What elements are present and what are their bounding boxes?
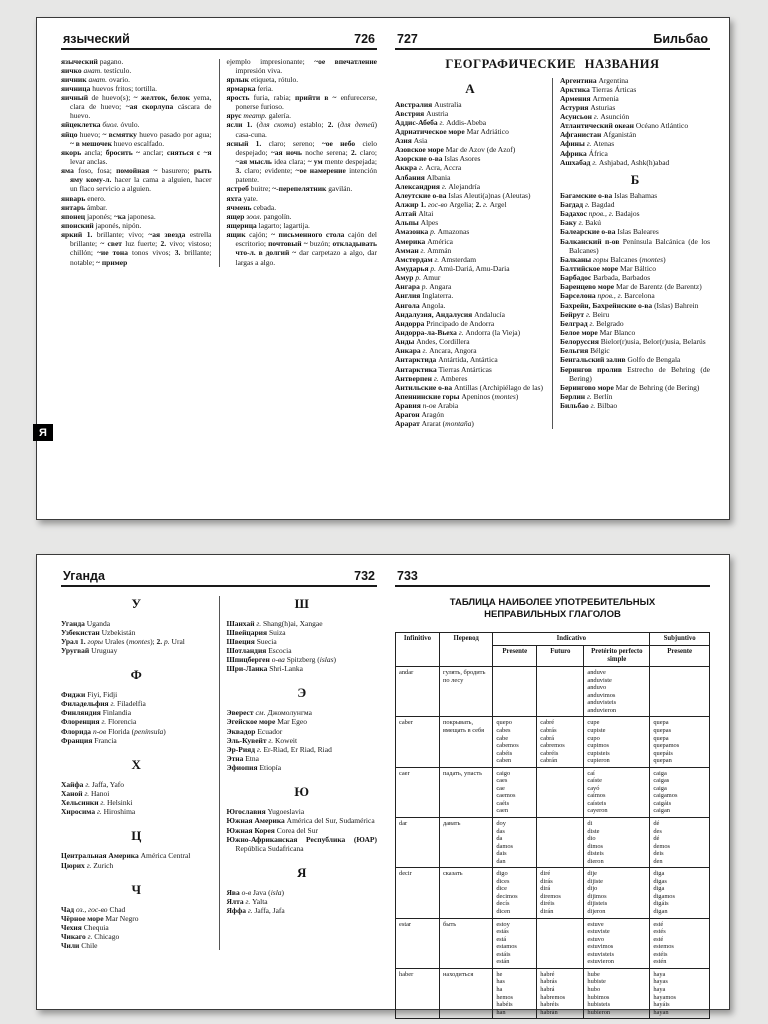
running-headword: Бильбао <box>653 32 708 46</box>
dictionary-entry: Африка África <box>560 148 608 158</box>
forms-presente: quepo cabes cabe cabemos cabéis caben <box>493 717 537 767</box>
forms-presente: estoy estás está estamos estáis están <box>493 918 537 968</box>
dictionary-entry: Барбадос Barbada, Barbados <box>560 273 651 283</box>
dictionary-entry: ящер зоол. pangolín. <box>226 211 292 221</box>
geographic-names-title: ГЕОГРАФИЧЕСКИЕ НАЗВАНИЯ <box>445 56 660 71</box>
dictionary-entry: Бельгия Bélgic <box>560 346 610 356</box>
col-header-subj-presente: Presente <box>650 646 710 667</box>
dictionary-entry: Чили Chile <box>61 941 98 951</box>
forms-subjuntivo-presente: diga digas diga digamos digáis digan <box>650 868 710 918</box>
dictionary-entry: Атлантический океан Océano Atlántico <box>560 121 689 131</box>
verb-infinitive: caber <box>396 717 440 767</box>
dictionary-entry: Эгейское море Mar Egeo <box>226 717 307 727</box>
verb-translation: находиться <box>439 968 492 1018</box>
dictionary-entry: ястреб buitre; ~-перепелятник gavilán. <box>226 184 353 194</box>
dictionary-entry: Белое море Mar Blanco <box>560 328 636 338</box>
dictionary-entry: Багдад г. Bagdad <box>560 200 615 210</box>
dictionary-entry: Антарктида Antártida, Antártica <box>395 355 498 365</box>
dictionary-entry: Антильские о-ва Antillas (Archipiélago de las) <box>395 382 543 392</box>
dictionary-entry: Арарат Ararat (montaña) <box>395 419 474 429</box>
section-letter: Ч <box>131 881 142 897</box>
text-column <box>395 76 545 429</box>
section-letter: Б <box>630 171 640 187</box>
dictionary-entry: Андорра Principado de Andorra <box>395 318 495 328</box>
dictionary-entry: Афганистан Afganistán <box>560 130 637 140</box>
dictionary-entry: ясли 1. (для скота) establo; 2. (для детей) casa-cuna. <box>226 120 377 139</box>
dictionary-entry: Адриатическое море Mar Adriático <box>395 126 509 136</box>
verb-translation: сказать <box>439 868 492 918</box>
forms-preterito-perfecto: anduve anduviste anduvo anduvimos anduvisteis anduvieron <box>584 667 650 717</box>
forms-subjuntivo-presente: quepa quepas quepa quepamos quepáis quepan <box>650 717 710 767</box>
section-letter: А <box>465 80 475 96</box>
forms-futuro: cabré cabrás cabrá cabremos cabréis cabrán <box>537 717 584 767</box>
dictionary-entry: ярус театр. galería. <box>226 111 291 121</box>
verb-row <box>396 717 710 767</box>
column-divider <box>219 596 220 951</box>
page-733-header <box>395 569 710 585</box>
header-rule <box>61 48 377 50</box>
dictionary-entry: Асунсьон г. Asunción <box>560 112 630 122</box>
dictionary-entry: яйцо huevo; ~ всмятку huevo pasado por agua; ~ в мешочек huevo escalfado. <box>61 129 212 148</box>
forms-subjuntivo-presente <box>650 667 710 717</box>
dictionary-entry: Бильбао г. Bilbao <box>560 401 618 411</box>
dictionary-entry: Аккра г. Acra, Accra <box>395 163 462 173</box>
dictionary-entry: яхта yate. <box>226 193 258 203</box>
dictionary-entry: Багамские о-ва Islas Bahamas <box>560 190 658 200</box>
dictionary-entry: Берлин г. Berlín <box>560 392 613 401</box>
col-header-indicativo: Indicativo <box>493 633 650 646</box>
dictionary-entry: Эр-Рияд г. Er-Riad, Er Riad, Riad <box>226 744 332 754</box>
forms-subjuntivo-presente: caiga caigas caiga caigamos caigáis caigan <box>650 767 710 817</box>
dictionary-entry: Америка América <box>395 236 454 246</box>
verb-translation: быть <box>439 918 492 968</box>
page-732 <box>61 569 377 997</box>
verb-infinitive: haber <box>396 968 440 1018</box>
dictionary-entry: Южно-Африканская Республика (ЮАР) República Sudafricana <box>226 834 377 853</box>
dictionary-entry: ярость furia, rabia; прийти в ~ enfurecerse, ponerse furioso. <box>226 93 378 112</box>
dictionary-entry: Фиджи Fiyi, Fidji <box>61 690 118 700</box>
dictionary-entry: Афины г. Atenas <box>560 139 615 149</box>
forms-subjuntivo-presente: haya hayas haya hayamos hayáis hayan <box>650 968 710 1018</box>
text-column <box>227 57 378 267</box>
dictionary-entry: Филадельфия г. Filadelfia <box>61 699 146 709</box>
dictionary-entry: Финляндия Finlandia <box>61 708 132 718</box>
dictionary-entry: Южная Америка América del Sur, Sudamérica <box>226 816 375 826</box>
dictionary-entry: Албания Albania <box>395 172 451 182</box>
verb-infinitive: dar <box>396 818 440 868</box>
section-letter: Ю <box>294 784 310 800</box>
forms-preterito-perfecto: caí caíste cayó caímos caísteis cayeron <box>584 767 650 817</box>
dictionary-entry: Амазонка р. Amazonas <box>395 227 470 237</box>
dictionary-entry: Азовское море Mar de Azov (de Azof) <box>395 145 516 155</box>
running-headword: языческий <box>63 32 130 46</box>
section-letter: Ш <box>294 595 309 611</box>
dictionary-entry: Андалузия, Андалусия Andalucía <box>395 309 505 319</box>
dictionary-entry: Апеннинские горы Apeninos (montes) <box>395 392 519 401</box>
dictionary-entry: Шанхай г. Shang(h)ai, Xangae <box>226 618 323 628</box>
page-number: 732 <box>354 569 375 583</box>
dictionary-entry: Ангола Angola. <box>395 300 446 310</box>
page-726-columns <box>61 57 377 267</box>
page-732-columns <box>61 594 377 951</box>
dictionary-entry: Эль-Кувейт г. Koweit <box>226 735 298 745</box>
column-divider <box>552 78 553 429</box>
dictionary-entry: Этна Etna <box>226 754 259 764</box>
dictionary-entry: ячмень cebada. <box>226 202 277 212</box>
dictionary-entry: Флоренция г. Florencia <box>61 717 137 727</box>
dictionary-entry: Балеарские о-ва Islas Baleares <box>560 227 659 237</box>
dictionary-entry: Баку г. Bakú <box>560 218 601 228</box>
dictionary-entry: Армения Armenia <box>560 93 619 103</box>
dictionary-entry: Антверпен г. Amberes <box>395 373 468 383</box>
dictionary-entry: Чёрное море Mar Negro <box>61 913 139 923</box>
dictionary-entry: яичный de huevo(s); ~ желток, белок yema, clara de huevo; ~ая скорлупа cáscara de huevo. <box>61 93 212 121</box>
spread-pages-732-733 <box>36 554 730 1016</box>
dictionary-entry: январь enero. <box>61 193 106 203</box>
dictionary-entry: Берингов пролив Estrecho de Behring (de Bering) <box>560 364 710 383</box>
dictionary-entry: Хельсинки г. Helsinki <box>61 798 133 808</box>
dictionary-entry: Уругвай Uruguay <box>61 645 118 655</box>
dictionary-entry: Бахрейн, Бахрейнские о-ва (Islas) Bahrein <box>560 300 699 310</box>
dictionary-entry: Алжир 1. гос-во Argelia; 2. г. Argel <box>395 200 507 210</box>
dictionary-entry: японский japonés, nipón. <box>61 221 142 231</box>
verb-row <box>396 868 710 918</box>
text-column <box>61 57 212 267</box>
dictionary-entry: ясный 1. claro; sereno; ~ое небо cielo despejado; ~ая ночь noche serena; 2. claro; ~ая мысль idea clara; ~ ум mente despejada; 3. claro; evidente; ~ое намерение intención patente. <box>226 138 378 185</box>
dictionary-entry: Баренцево море Mar de Barentz (de Barentz) <box>560 282 702 292</box>
thumb-index-tab: Я <box>33 424 53 441</box>
dictionary-entry: Узбекистан Uzbekistán <box>61 627 136 637</box>
dictionary-entry: Чикаго г. Chicago <box>61 932 120 942</box>
col-header-futuro: Futuro <box>537 646 584 667</box>
dictionary-entry: Урал 1. горы Urales (montes); 2. р. Ural <box>61 636 185 646</box>
page-727 <box>395 32 710 507</box>
dictionary-entry: Алтай Altai <box>395 209 434 219</box>
spread-pages-726-727 <box>36 17 730 520</box>
forms-futuro <box>537 667 584 717</box>
dictionary-entry: Барселона пров., г. Barcelona <box>560 291 655 301</box>
dictionary-entry: яичница huevos fritos; tortilla. <box>61 83 157 93</box>
dictionary-entry: Азорские о-ва Islas Asores <box>395 154 481 164</box>
dictionary-entry: Аравия п-ов Arabia <box>395 401 459 411</box>
verb-row <box>396 767 710 817</box>
dictionary-entry: Ява о-в Java (isla) <box>226 888 285 898</box>
forms-futuro: habré habrás habrá habremos habréis habrán <box>537 968 584 1018</box>
page-number: 726 <box>354 32 375 46</box>
dictionary-entry: Антарктика Tierras Antárticas <box>395 364 492 374</box>
page-726 <box>61 32 377 507</box>
page-727-columns <box>395 76 710 429</box>
dictionary-entry: Бадахос пров., г. Badajos <box>560 209 640 219</box>
col-header-subjuntivo: Subjuntivo <box>650 633 710 646</box>
dictionary-entry: Цюрих г. Zurich <box>61 860 114 870</box>
dictionary-entry: Анкара г. Ancara, Angora <box>395 346 477 356</box>
verb-translation: покрывать, вмещать в себя <box>439 717 492 767</box>
col-header-preterito: Pretérito perfecto simple <box>584 646 650 667</box>
dictionary-entry: ящерица lagarto; lagartija. <box>226 221 310 231</box>
dictionary-entry: японец japonés; ~ка japonesa. <box>61 211 156 221</box>
verb-row <box>396 918 710 968</box>
dictionary-entry: Астурия Asturias <box>560 102 616 112</box>
irregular-verbs-table <box>395 632 710 1019</box>
dictionary-entry: янтарь ámbar. <box>61 202 108 212</box>
dictionary-entry: Центральная Америка América Central <box>61 851 191 861</box>
dictionary-entry: Балтийское море Mar Báltico <box>560 264 656 274</box>
forms-preterito-perfecto: cupe cupiste cupo cupimos cupisteis cupieron <box>584 717 650 767</box>
forms-futuro <box>537 818 584 868</box>
dictionary-entry: Бейрут г. Beiru <box>560 309 610 319</box>
dictionary-entry: Яффа г. Jaffa, Jafa <box>226 906 285 916</box>
verb-translation: падать, упасть <box>439 767 492 817</box>
col-header-infinitivo: Infinitivo <box>396 633 440 667</box>
dictionary-entry: Ангара р. Angara <box>395 282 452 292</box>
text-column <box>560 76 710 429</box>
dictionary-entry: Уганда Uganda <box>61 618 111 628</box>
dictionary-entry: Южная Корея Corea del Sur <box>226 825 318 835</box>
section-letter: У <box>131 595 142 611</box>
verb-row <box>396 818 710 868</box>
section-letter: Я <box>297 865 307 881</box>
verb-translation: гулять, бродить по лесу <box>439 667 492 717</box>
dictionary-entry: Шри-Ланка Shri-Lanka <box>226 664 303 674</box>
dictionary-entry: яйцеклетка биол. óvulo. <box>61 120 140 130</box>
verb-infinitive: estar <box>396 918 440 968</box>
dictionary-entry: Австралия Australia <box>395 99 462 109</box>
table-header-row-1 <box>396 633 710 646</box>
dictionary-entry: Швейцария Suiza <box>226 627 286 637</box>
dictionary-entry: Англия Inglaterra. <box>395 291 454 301</box>
dictionary-entry: яма foso, fosa; помойная ~ basurero; рыть яму кому-л. hacer la cama a alguien, hacer un flaco servicio a alguien. <box>61 166 212 194</box>
dictionary-entry: Амман г. Ammán <box>395 245 452 255</box>
dictionary-entry: Александрия г. Alejandría <box>395 181 481 191</box>
dictionary-entry: Арагон Aragón <box>395 410 445 420</box>
verb-translation: давать <box>439 818 492 868</box>
dictionary-entry: Балканский п-ов Península Balcánica (de los Balcanes) <box>560 236 710 255</box>
dictionary-entry: яркий 1. brillante; vivo; ~ая звезда estrella brillante; ~ свет luz fuerte; 2. vivo; vistoso; chillón; ~ие тона tonos vivos; 3. brillante; notable; ~ пример <box>61 230 212 267</box>
verb-infinitive: caer <box>396 767 440 817</box>
page-733 <box>395 569 710 1016</box>
dictionary-entry: Хиросима г. Hiroshima <box>61 807 136 817</box>
dictionary-entry: Азия Asia <box>395 136 428 146</box>
forms-subjuntivo-presente: dé des dé demos deis den <box>650 818 710 868</box>
dictionary-entry: ярмарка feria. <box>226 83 274 93</box>
forms-presente: caigo caes cae caemos caéis caen <box>493 767 537 817</box>
dictionary-entry: яичко анат. testículo. <box>61 65 132 75</box>
verb-row <box>396 667 710 717</box>
page-727-header <box>395 32 710 48</box>
column-divider <box>219 59 220 267</box>
dictionary-entry: Австрия Austria <box>395 108 449 118</box>
header-rule <box>395 585 710 587</box>
forms-presente: he has ha hemos habéis han <box>493 968 537 1018</box>
dictionary-entry: Андорра-ла-Вьеха г. Andorra (la Vieja) <box>395 328 521 338</box>
dictionary-entry: Аддис-Абеба г. Addis-Abeba <box>395 117 487 127</box>
header-rule <box>395 48 710 50</box>
dictionary-entry: Югославия Yugoeslavia <box>226 807 305 817</box>
forms-preterito-perfecto: di diste dio dimos disteis dieron <box>584 818 650 868</box>
dictionary-entry: ящик cajón; ~ письменного стола cajón del escritorio; почтовый ~ buzón; откладывать что-л. в долгий ~ dar carpetazo a algo, dar largas a algo. <box>226 230 377 267</box>
dictionary-entry: Ялта г. Yalta <box>226 897 268 907</box>
header-rule <box>61 585 377 587</box>
verb-row <box>396 968 710 1018</box>
dictionary-entry: Эфиопия Etiopía <box>226 763 282 773</box>
forms-preterito-perfecto: dije dijiste dijo dijimos dijisteis dijeron <box>584 868 650 918</box>
dictionary-entry: Ашхабад г. Ashjabad, Ashk(h)abad <box>560 157 670 167</box>
forms-futuro <box>537 918 584 968</box>
forms-preterito-perfecto: estuve estuviste estuvo estuvimos estuvisteis estuvieron <box>584 918 650 968</box>
col-header-perevod: Перевод <box>439 633 492 667</box>
dictionary-entry: якорь ancla; бросить ~ anclar; сняться с ~я levar anclas. <box>61 147 212 167</box>
dictionary-entry: Алеутские о-ва Islas Aleuti(a)nas (Aleutas) <box>395 190 531 200</box>
dictionary-entry: Анды Andes, Cordillera <box>395 337 470 347</box>
dictionary-entry: языческий pagano. <box>61 56 124 66</box>
section-letter: Ф <box>130 667 142 683</box>
dictionary-entry: Флорида п-ов Florida (península) <box>61 726 166 736</box>
dictionary-entry: яичник анат. ovario. <box>61 74 130 84</box>
verb-infinitive: decir <box>396 868 440 918</box>
forms-presente <box>493 667 537 717</box>
page-number: 733 <box>397 569 418 583</box>
forms-subjuntivo-presente: esté estés esté estemos estéis estén <box>650 918 710 968</box>
col-header-presente: Presente <box>493 646 537 667</box>
dictionary-entry: Шотландия Escocia <box>226 645 292 655</box>
dictionary-entry: Франция Francia <box>61 735 117 745</box>
irregular-verbs-table-title: ТАБЛИЦА НАИБОЛЕЕ УПОТРЕБИТЕЛЬНЫХ НЕПРАВИЛЬНЫХ ГЛАГОЛОВ <box>449 596 656 621</box>
text-column <box>61 594 212 951</box>
dictionary-entry: Эверест см. Джомолунгма <box>226 708 312 718</box>
page-732-header <box>61 569 377 585</box>
dictionary-entry: Белоруссия Bielor(r)usia, Belor(r)usia, Belarús <box>560 337 706 347</box>
dictionary-entry: Бенгальский залив Golfo de Bengala <box>560 355 681 365</box>
dictionary-entry: Хайфа г. Jaffa, Yafo <box>61 779 125 789</box>
section-letter: Х <box>131 756 141 772</box>
dictionary-entry: Аргентина Argentina <box>560 75 629 85</box>
dictionary-entry: ярлык etiqueta, rótulo. <box>226 74 299 84</box>
text-column <box>227 594 378 951</box>
page-726-header <box>61 32 377 48</box>
dictionary-entry: Альпы Alpes <box>395 218 439 228</box>
verbs-table-body <box>396 667 710 1019</box>
forms-preterito-perfecto: hube hubiste hubo hubimos hubisteis hubieron <box>584 968 650 1018</box>
forms-futuro <box>537 767 584 817</box>
dictionary-entry: Берингово море Mar de Behring (de Bering) <box>560 382 700 392</box>
dictionary-entry: Белград г. Belgrado <box>560 318 624 328</box>
dictionary-entry: Амударья р. Amú-Dariá, Amu-Daria <box>395 264 510 274</box>
dictionary-entry: Арктика Tierras Árticas <box>560 84 637 94</box>
forms-futuro: diré dirás dirá diremos diréis dirán <box>537 868 584 918</box>
dictionary-entry: Швеция Suecia <box>226 636 277 646</box>
section-letter: Э <box>297 685 307 701</box>
forms-presente: digo dices dice decimos decís dicen <box>493 868 537 918</box>
dictionary-entry: Чад оз., гос-во Chad <box>61 904 126 914</box>
dictionary-entry: Балканы горы Balcanes (montes) <box>560 254 666 264</box>
section-letter: Ц <box>131 828 142 844</box>
running-headword: Уганда <box>63 569 105 583</box>
page-number: 727 <box>397 32 418 46</box>
dictionary-entry: Шпицберген о-ва Spitzberg (islas) <box>226 655 337 665</box>
dictionary-entry: Ханой г. Hanoi <box>61 789 110 799</box>
dictionary-entry: Чехия Chequia <box>61 923 109 933</box>
forms-presente: doy das da damos dais dan <box>493 818 537 868</box>
dictionary-entry: ejemplo impresionante; ~ое впечатление impresión viva. <box>226 56 377 75</box>
dictionary-entry: Амстердам г. Amsterdam <box>395 254 477 264</box>
dictionary-entry: Эквадор Ecuador <box>226 726 283 736</box>
dictionary-entry: Амур р. Amur <box>395 273 441 283</box>
verb-infinitive: andar <box>396 667 440 717</box>
